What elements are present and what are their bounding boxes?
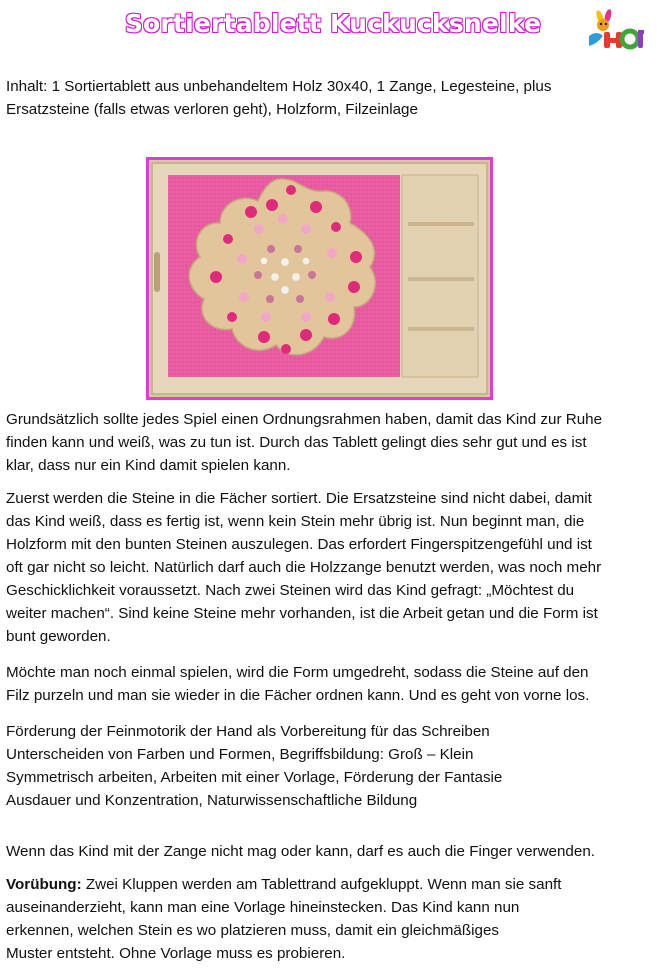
goal-line: Förderung der Feinmotorik der Hand als Vorbereitung für das Schreiben <box>6 723 490 740</box>
intro-line: Ersatzsteine (falls etwas verloren geht), Holzform, Filzeinlage <box>6 101 418 118</box>
text-line: erkennen, welchen Stein es wo platzieren muss, damit ein gleichmäßiges <box>6 922 500 939</box>
paragraph-4: Wenn das Kind mit der Zange nicht mag oder kann, darf es auch die Finger verwenden. <box>6 843 595 860</box>
text-line: oft gar nicht so leicht. Natürlich darf auch die Holzzange benutzt werden, was noch mehr <box>6 559 602 576</box>
goal-line: Unterscheiden von Farben und Formen, Begriffsbildung: Groß – Klein <box>6 746 474 763</box>
pre-exercise-text: Zwei Kluppen werden am Tablettrand aufgekluppt. Wenn man sie sanft <box>81 876 562 893</box>
text-line: klar, dass nur ein Kind damit spielen kann. <box>6 457 291 474</box>
text-line: Grundsätzlich sollte jedes Spiel einen Ordnungsrahmen haben, damit das Kind zur Ruhe <box>6 411 603 428</box>
goal-line: Ausdauer und Konzentration, Naturwissenschaftliche Bildung <box>6 792 418 809</box>
text-line: Muster entsteht. Ohne Vorlage muss es probieren. <box>6 945 346 962</box>
text-line: Holzform mit den bunten Steinen auszulegen. Das erfordert Fingerspitzengefühl und ist <box>6 536 592 553</box>
pre-exercise-label: Vorübung: <box>6 876 82 893</box>
text-line: bunt geworden. <box>6 628 111 645</box>
text-line: Geschicklichkeit voraussetzt. Nach zwei Steinen wird das Kind gefragt: „Möchtest du <box>6 582 575 599</box>
text-line: Zuerst werden die Steine in die Fächer sortiert. Die Ersatzsteine sind nicht dabei, damit <box>6 490 592 507</box>
goal-line: Symmetrisch arbeiten, Arbeiten mit einer Vorlage, Förderung der Fantasie <box>6 769 503 786</box>
text-line: Möchte man noch einmal spielen, wird die Form umgedreht, sodass die Steine auf den <box>6 664 589 681</box>
text-line: Filz purzeln und man sie wieder in die Fächer ordnen kann. Und es geht von vorne los. <box>6 687 590 704</box>
text-line: weiter machen“. Sind keine Steine mehr vorhanden, ist die Arbeit getan und die Form ist <box>6 605 598 622</box>
text-line: das Kind weiß, dass es fertig ist, wenn kein Stein mehr übrig ist. Nun beginnt man, die <box>6 513 585 530</box>
text-line: auseinanderzieht, kann man eine Vorlage hineinstecken. Das Kind kann nun <box>6 899 520 916</box>
text-line <box>6 874 660 897</box>
sorting-tray-photo <box>146 157 493 400</box>
hof-logo-icon <box>586 8 644 52</box>
page-title: Sortiertablett Kuckucksnelke <box>124 9 542 38</box>
intro-line: Inhalt: 1 Sortiertablett aus unbehandeltem Holz 30x40, 1 Zange, Legesteine, plus <box>6 78 552 95</box>
text-line: finden kann und weiß, was zu tun ist. Durch das Tablett gelingt dies sehr gut und es ist <box>6 434 587 451</box>
